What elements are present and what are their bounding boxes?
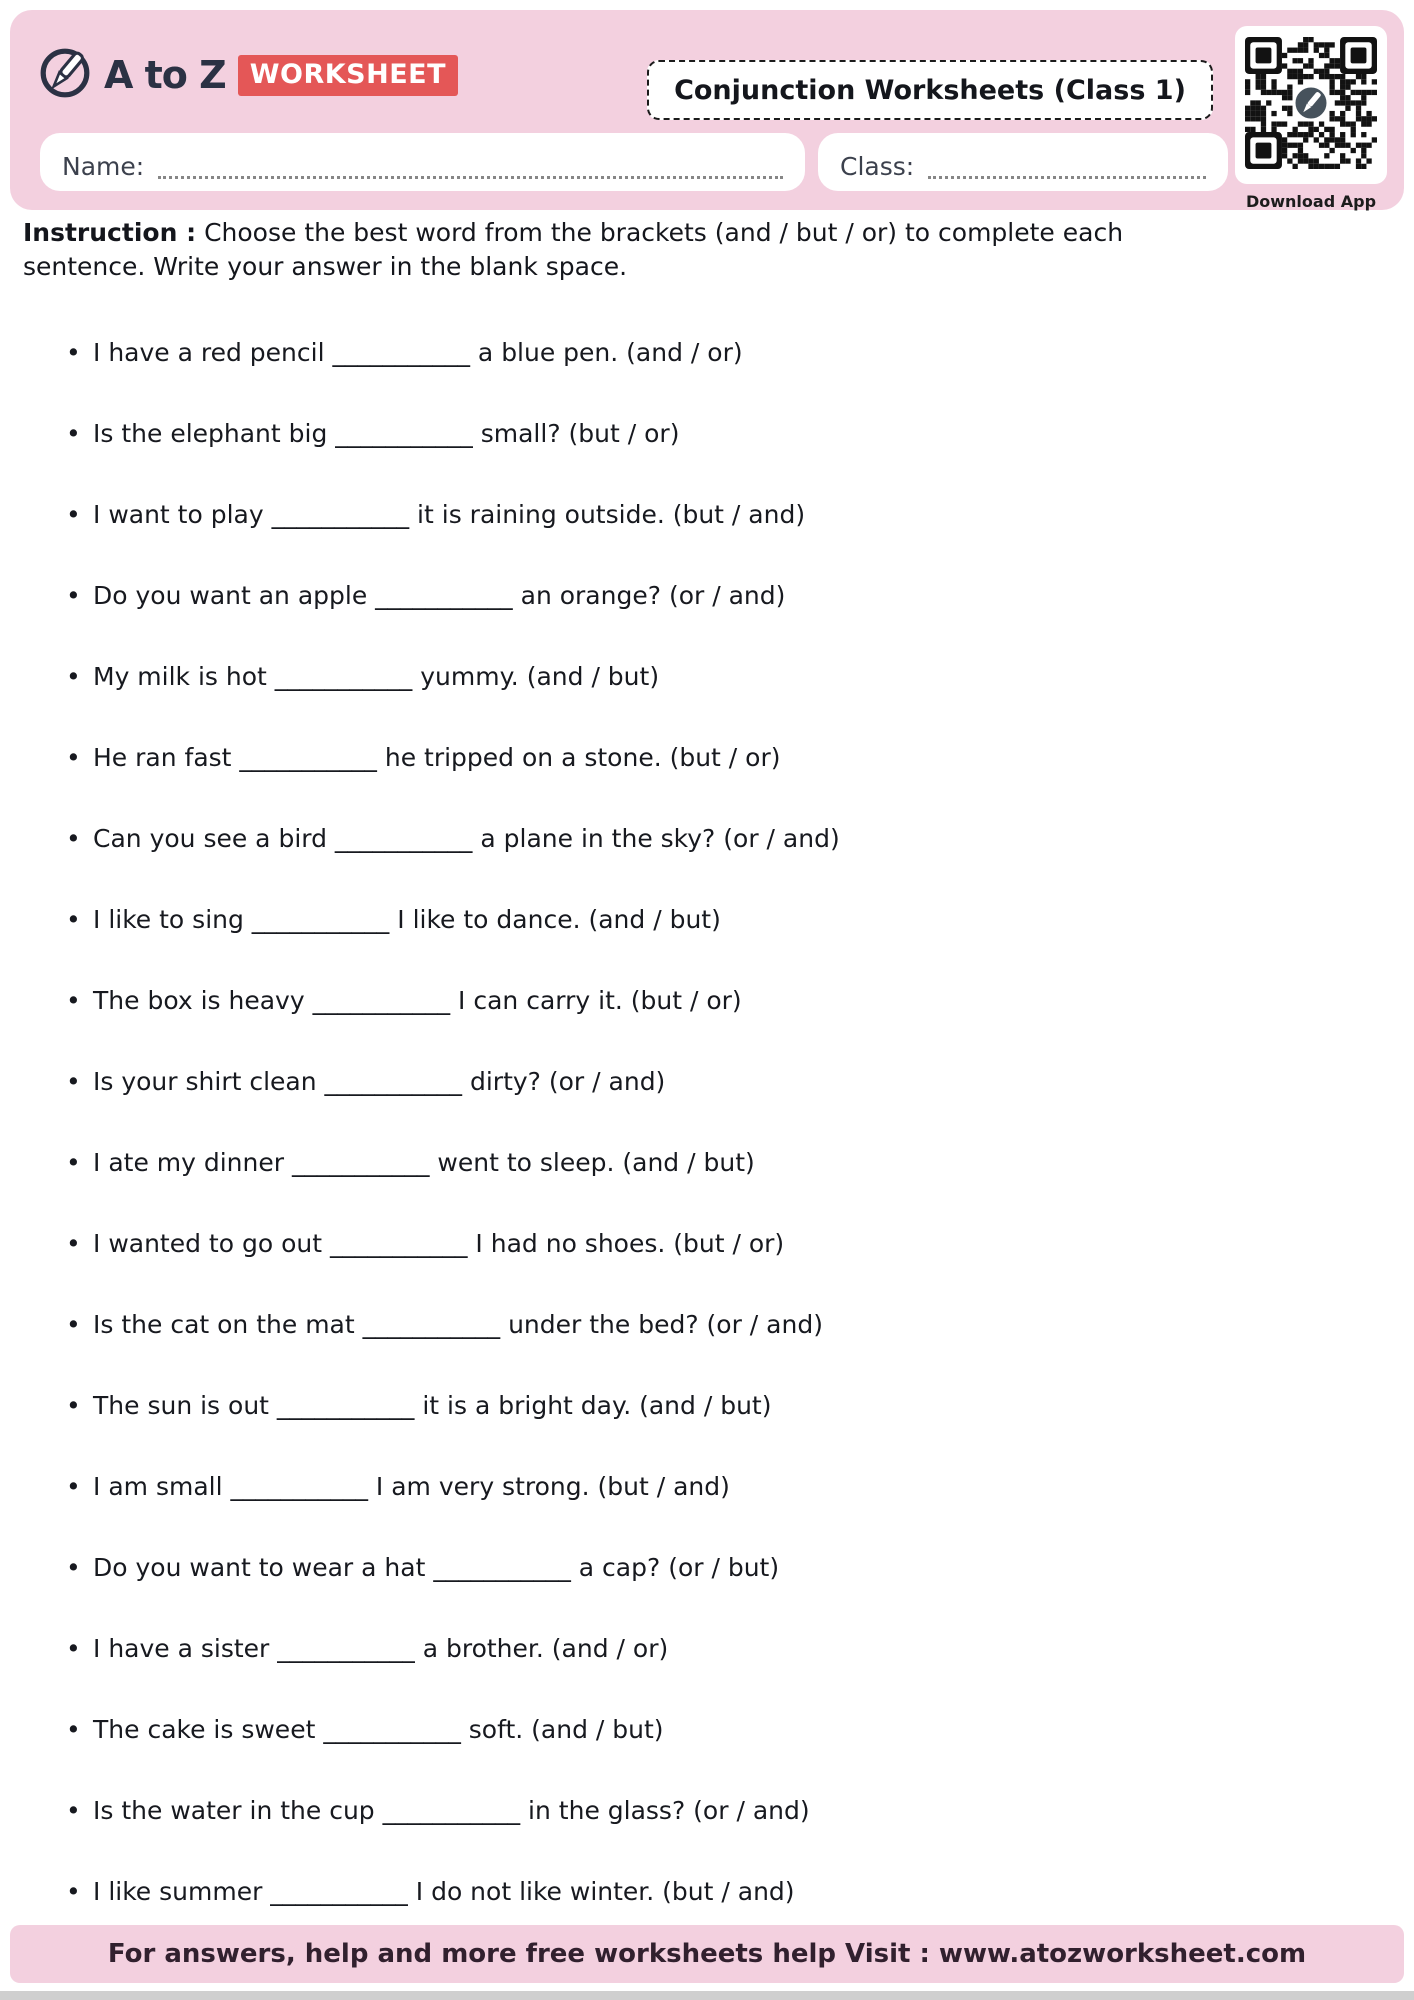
bullet-icon: • (66, 1148, 81, 1177)
question-item (0, 1551, 1414, 1584)
question-text: The box is heavy ___________ I can carry it. (but / or) (93, 986, 742, 1015)
question-item (0, 660, 1414, 693)
brand-logo (38, 46, 458, 104)
question-item (0, 1146, 1414, 1179)
question-text: He ran fast ___________ he tripped on a stone. (but / or) (93, 743, 781, 772)
bullet-icon: • (66, 1310, 81, 1339)
pen-circle-icon (38, 46, 92, 104)
class-write-line (928, 170, 1206, 179)
class-field (818, 133, 1228, 191)
question-item (0, 1065, 1414, 1098)
bullet-icon: • (66, 1715, 81, 1744)
bullet-icon: • (66, 905, 81, 934)
footer-bar (10, 1925, 1404, 1983)
bullet-icon: • (66, 581, 81, 610)
question-item (0, 984, 1414, 1017)
question-item (0, 579, 1414, 612)
brand-badge: WORKSHEET (238, 55, 458, 96)
instruction-text: Choose the best word from the brackets (and / but / or) to complete each sentence. Write your answer in the blank space. (23, 218, 1124, 281)
bullet-icon: • (66, 662, 81, 691)
bullet-icon: • (66, 986, 81, 1015)
question-text: I am small ___________ I am very strong. (but / and) (93, 1472, 730, 1501)
question-item (0, 903, 1414, 936)
question-item (0, 822, 1414, 855)
question-text: Is the cat on the mat ___________ under the bed? (or / and) (93, 1310, 823, 1339)
question-text: I wanted to go out ___________ I had no shoes. (but / or) (93, 1229, 785, 1258)
page-title: Conjunction Worksheets (Class 1) (674, 74, 1186, 106)
footer-text: For answers, help and more free worksheets help Visit : www.atozworksheet.com (107, 1939, 1307, 1969)
question-text: The cake is sweet ___________ soft. (and / but) (93, 1715, 664, 1744)
bullet-icon: • (66, 1472, 81, 1501)
question-item (0, 336, 1414, 369)
question-list (0, 336, 1414, 1956)
bullet-icon: • (66, 1634, 81, 1663)
question-item (0, 1308, 1414, 1341)
bullet-icon: • (66, 1553, 81, 1582)
question-text: Is the elephant big ___________ small? (but / or) (93, 419, 680, 448)
bottom-edge (0, 1991, 1414, 2000)
bullet-icon: • (66, 1796, 81, 1825)
question-text: I have a sister ___________ a brother. (and / or) (93, 1634, 669, 1663)
question-text: Is the water in the cup ___________ in the glass? (or / and) (93, 1796, 810, 1825)
question-item (0, 1470, 1414, 1503)
question-item (0, 1389, 1414, 1422)
brand-name: A to Z (104, 53, 226, 97)
name-field (40, 133, 805, 191)
question-text: Do you want an apple ___________ an orange? (or / and) (93, 581, 786, 610)
question-text: I like summer ___________ I do not like winter. (but / and) (93, 1877, 795, 1906)
question-text: Can you see a bird ___________ a plane in the sky? (or / and) (93, 824, 840, 853)
bullet-icon: • (66, 743, 81, 772)
question-text: Is your shirt clean ___________ dirty? (or / and) (93, 1067, 666, 1096)
class-label: Class: (840, 152, 915, 181)
bullet-icon: • (66, 1067, 81, 1096)
question-item (0, 1713, 1414, 1746)
header (10, 10, 1404, 210)
question-text: I want to play ___________ it is raining outside. (but / and) (93, 500, 806, 529)
bullet-icon: • (66, 500, 81, 529)
name-write-line (158, 170, 783, 179)
question-item (0, 1632, 1414, 1665)
question-item (0, 1875, 1414, 1908)
bullet-icon: • (66, 1391, 81, 1420)
worksheet-title-badge (647, 60, 1213, 120)
bullet-icon: • (66, 419, 81, 448)
question-item (0, 417, 1414, 450)
qr-card (1235, 26, 1387, 184)
question-item (0, 1794, 1414, 1827)
bullet-icon: • (66, 1229, 81, 1258)
question-item (0, 741, 1414, 774)
question-text: I have a red pencil ___________ a blue pen. (and / or) (93, 338, 743, 367)
question-text: Do you want to wear a hat ___________ a cap? (or / but) (93, 1553, 780, 1582)
question-text: The sun is out ___________ it is a bright day. (and / but) (93, 1391, 772, 1420)
question-text: I like to sing ___________ I like to dance. (and / but) (93, 905, 721, 934)
question-item (0, 498, 1414, 531)
question-text: My milk is hot ___________ yummy. (and / but) (93, 662, 660, 691)
instruction (23, 216, 1173, 284)
bullet-icon: • (66, 1877, 81, 1906)
qr-caption: Download App (1245, 192, 1377, 211)
instruction-label: Instruction : (23, 218, 197, 247)
bullet-icon: • (66, 338, 81, 367)
bullet-icon: • (66, 824, 81, 853)
question-text: I ate my dinner ___________ went to sleep. (and / but) (93, 1148, 755, 1177)
name-label: Name: (62, 152, 145, 181)
qr-code (1245, 37, 1377, 173)
question-item (0, 1227, 1414, 1260)
